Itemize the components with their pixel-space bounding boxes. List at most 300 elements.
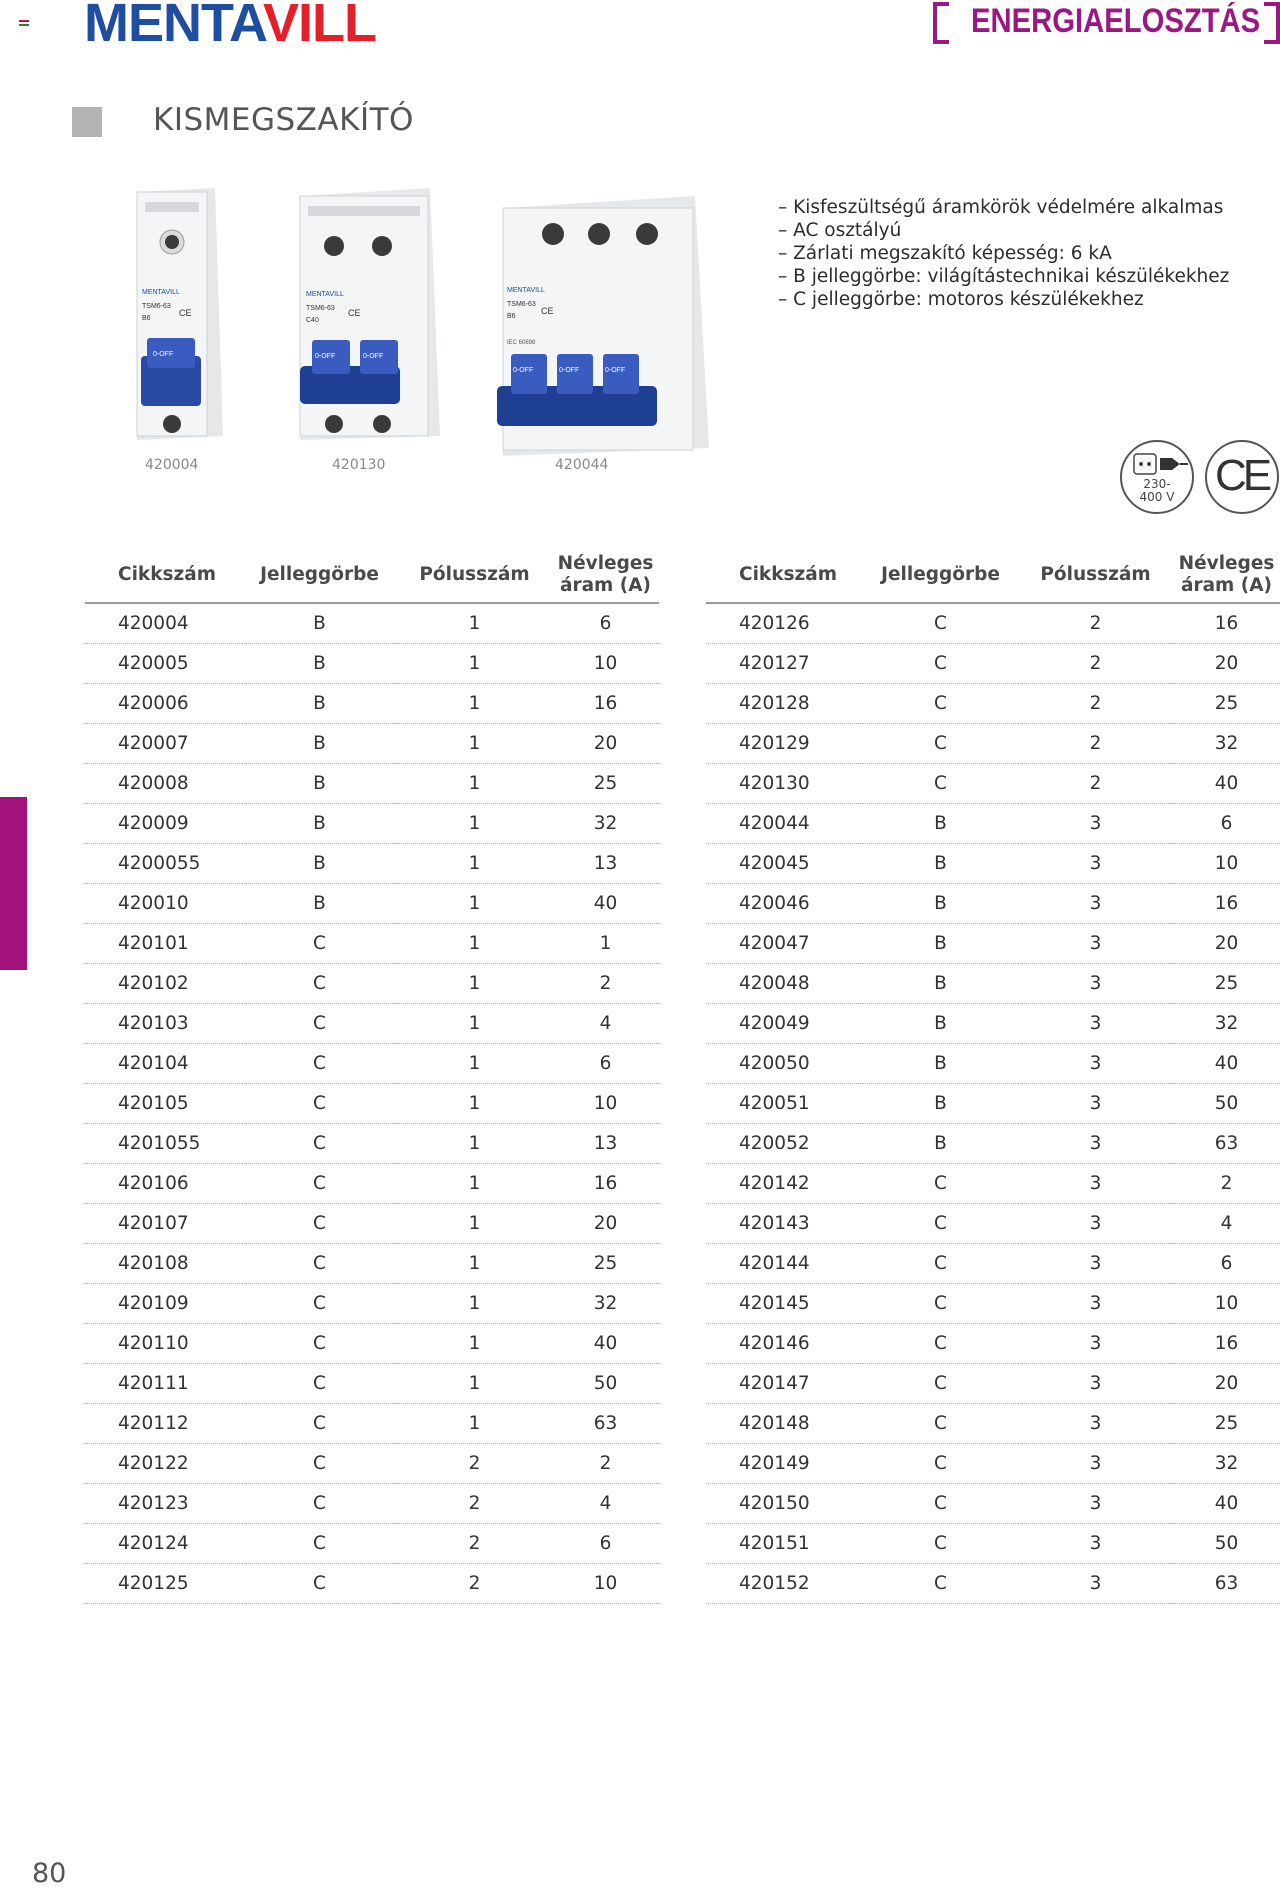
header-curve: Jelleggörbe xyxy=(242,548,397,603)
cell-code: 420124 xyxy=(85,1524,242,1564)
table-row xyxy=(706,764,1280,804)
cell-code: 420130 xyxy=(706,764,863,804)
cell-rated-current: 50 xyxy=(1173,1084,1280,1124)
cell-curve: C xyxy=(242,1564,397,1604)
cell-curve: C xyxy=(242,1004,397,1044)
cell-curve: B xyxy=(863,924,1018,964)
cell-code: 420052 xyxy=(706,1124,863,1164)
cell-curve: C xyxy=(863,1364,1018,1404)
product-image-3pole xyxy=(495,196,717,458)
cell-poles: 2 xyxy=(1018,603,1173,644)
cell-poles: 2 xyxy=(1018,644,1173,684)
cell-rated-current: 6 xyxy=(552,603,659,644)
cell-rated-current: 20 xyxy=(552,724,659,764)
cell-code: 420047 xyxy=(706,924,863,964)
cell-code: 420009 xyxy=(85,804,242,844)
cell-poles: 2 xyxy=(397,1444,552,1484)
cell-poles: 1 xyxy=(397,1404,552,1444)
cell-rated-current: 2 xyxy=(552,964,659,1004)
cell-curve: C xyxy=(863,724,1018,764)
table-row xyxy=(85,1524,659,1564)
header-rated-line2: áram (A) xyxy=(559,575,652,596)
cell-curve: C xyxy=(863,1204,1018,1244)
table-row xyxy=(706,1524,1280,1564)
cell-rated-current: 16 xyxy=(1173,884,1280,924)
cell-rated-current: 16 xyxy=(1173,1324,1280,1364)
table-row xyxy=(85,1324,659,1364)
table-row xyxy=(85,804,659,844)
bracket-left xyxy=(933,2,949,44)
header-code: Cikkszám xyxy=(706,548,863,603)
table-row xyxy=(706,603,1280,644)
cell-code: 420044 xyxy=(706,804,863,844)
table-row xyxy=(706,1004,1280,1044)
cell-rated-current: 40 xyxy=(1173,764,1280,804)
cell-code: 420108 xyxy=(85,1244,242,1284)
cell-rated-current: 16 xyxy=(552,1164,659,1204)
cell-poles: 3 xyxy=(1018,1524,1173,1564)
category-title: ENERGIAELOSZTÁS xyxy=(971,2,1261,40)
table-row xyxy=(85,924,659,964)
cell-curve: C xyxy=(863,764,1018,804)
voltage-line-2: 400 V xyxy=(1139,490,1175,504)
table-row xyxy=(706,1564,1280,1604)
table-row xyxy=(706,1484,1280,1524)
header-rated-line2: áram (A) xyxy=(1180,575,1273,596)
cell-rated-current: 50 xyxy=(552,1364,659,1404)
cell-rated-current: 25 xyxy=(1173,964,1280,1004)
cell-rated-current: 63 xyxy=(552,1404,659,1444)
feature-item: – AC osztályú xyxy=(778,220,902,241)
product-brand-label-3p: MENTAVILL xyxy=(507,287,545,294)
table-row xyxy=(85,1164,659,1204)
cell-code: 420146 xyxy=(706,1324,863,1364)
cell-code: 420109 xyxy=(85,1284,242,1324)
header-poles: Pólusszám xyxy=(397,548,552,603)
cell-poles: 1 xyxy=(397,1204,552,1244)
cell-poles: 2 xyxy=(1018,724,1173,764)
cell-poles: 1 xyxy=(397,1004,552,1044)
product-ce-1p: CE xyxy=(179,308,192,318)
cell-code: 420008 xyxy=(85,764,242,804)
product-rating-2p: C40 xyxy=(306,317,319,324)
table-row xyxy=(85,1484,659,1524)
cell-curve: C xyxy=(242,964,397,1004)
cell-code: 420123 xyxy=(85,1484,242,1524)
cell-poles: 2 xyxy=(397,1484,552,1524)
cell-code: 420151 xyxy=(706,1524,863,1564)
cell-curve: C xyxy=(242,1164,397,1204)
table-row xyxy=(85,764,659,804)
cell-code: 420149 xyxy=(706,1444,863,1484)
table-row xyxy=(706,724,1280,764)
cell-code: 420101 xyxy=(85,924,242,964)
table-row xyxy=(706,1044,1280,1084)
feature-item: – Kisfeszültségű áramkörök védelmére alkalmas xyxy=(778,197,1224,218)
cell-rated-current: 1 xyxy=(552,924,659,964)
voltage-plug-icon xyxy=(1120,440,1194,514)
cell-code: 420103 xyxy=(85,1004,242,1044)
cell-curve: B xyxy=(863,964,1018,1004)
feature-item: – B jelleggörbe: világítástechnikai készülékekhez xyxy=(778,266,1230,287)
table-row xyxy=(85,1204,659,1244)
cell-code: 420005 xyxy=(85,644,242,684)
product-table-left xyxy=(85,548,659,1604)
cell-code: 420110 xyxy=(85,1324,242,1364)
cell-curve: B xyxy=(242,844,397,884)
cell-poles: 1 xyxy=(397,1324,552,1364)
header-poles: Pólusszám xyxy=(1018,548,1173,603)
table-row xyxy=(706,1204,1280,1244)
cell-poles: 3 xyxy=(1018,924,1173,964)
cell-rated-current: 4 xyxy=(552,1484,659,1524)
cell-curve: C xyxy=(863,1324,1018,1364)
table-row xyxy=(85,1124,659,1164)
ce-mark-text: CE xyxy=(1215,451,1269,500)
voltage-line-1: 230- xyxy=(1143,477,1171,491)
table-row xyxy=(706,804,1280,844)
cell-rated-current: 63 xyxy=(1173,1564,1280,1604)
table-row xyxy=(85,1004,659,1044)
cell-rated-current: 4 xyxy=(1173,1204,1280,1244)
cell-rated-current: 25 xyxy=(1173,684,1280,724)
product-ce-3p: CE xyxy=(541,306,554,316)
header-rated-line1: Névleges xyxy=(557,553,654,574)
cell-poles: 3 xyxy=(1018,1004,1173,1044)
product-switch-label-3p-b: 0-OFF xyxy=(559,367,580,374)
cell-rated-current: 40 xyxy=(1173,1484,1280,1524)
table-row xyxy=(706,1324,1280,1364)
section-marker xyxy=(72,107,102,137)
cell-code: 420150 xyxy=(706,1484,863,1524)
cell-rated-current: 10 xyxy=(552,1084,659,1124)
cell-rated-current: 32 xyxy=(552,804,659,844)
table-row xyxy=(706,884,1280,924)
cell-rated-current: 50 xyxy=(1173,1524,1280,1564)
cell-curve: B xyxy=(242,644,397,684)
cell-rated-current: 63 xyxy=(1173,1124,1280,1164)
cell-rated-current: 13 xyxy=(552,844,659,884)
product-rating-3p: B6 xyxy=(507,313,516,320)
cell-curve: C xyxy=(242,1124,397,1164)
cell-code: 420125 xyxy=(85,1564,242,1604)
cell-curve: C xyxy=(242,1484,397,1524)
cell-poles: 2 xyxy=(397,1564,552,1604)
cell-code: 420104 xyxy=(85,1044,242,1084)
table-row xyxy=(706,1364,1280,1404)
cell-curve: C xyxy=(863,1244,1018,1284)
category-header xyxy=(933,0,1280,40)
cell-curve: C xyxy=(863,684,1018,724)
table-row xyxy=(706,1164,1280,1204)
cell-poles: 3 xyxy=(1018,1084,1173,1124)
cell-code: 420004 xyxy=(85,603,242,644)
table-row xyxy=(85,1284,659,1324)
cell-rated-current: 25 xyxy=(1173,1404,1280,1444)
product-ce-2p: CE xyxy=(348,308,361,318)
table-row xyxy=(85,603,659,644)
table-row xyxy=(85,964,659,1004)
cell-curve: C xyxy=(863,1524,1018,1564)
cell-rated-current: 6 xyxy=(552,1524,659,1564)
cell-poles: 1 xyxy=(397,844,552,884)
cell-code: 420152 xyxy=(706,1564,863,1604)
cell-curve: C xyxy=(863,1484,1018,1524)
cell-poles: 3 xyxy=(1018,884,1173,924)
cell-curve: B xyxy=(242,724,397,764)
cell-curve: C xyxy=(242,1404,397,1444)
cell-code: 420112 xyxy=(85,1404,242,1444)
cell-poles: 3 xyxy=(1018,1044,1173,1084)
cell-poles: 3 xyxy=(1018,1204,1173,1244)
table-row xyxy=(85,1404,659,1444)
feature-item: – C jelleggörbe: motoros készülékekhez xyxy=(778,289,1144,310)
cell-code: 420105 xyxy=(85,1084,242,1124)
table-row xyxy=(85,1444,659,1484)
cell-curve: C xyxy=(242,1324,397,1364)
cell-curve: C xyxy=(863,1444,1018,1484)
cell-poles: 1 xyxy=(397,764,552,804)
feature-item: – Zárlati megszakító képesség: 6 kA xyxy=(778,243,1112,264)
cell-curve: C xyxy=(863,1164,1018,1204)
cell-poles: 3 xyxy=(1018,1244,1173,1284)
cell-poles: 3 xyxy=(1018,964,1173,1004)
cell-code: 420122 xyxy=(85,1444,242,1484)
cell-curve: B xyxy=(242,764,397,804)
cell-poles: 3 xyxy=(1018,1404,1173,1444)
cell-rated-current: 10 xyxy=(552,644,659,684)
cell-rated-current: 40 xyxy=(1173,1044,1280,1084)
cell-poles: 3 xyxy=(1018,1324,1173,1364)
table-row xyxy=(85,884,659,924)
bracket-right xyxy=(1264,2,1280,44)
cell-code: 420148 xyxy=(706,1404,863,1444)
table-row xyxy=(706,1444,1280,1484)
table-row xyxy=(706,964,1280,1004)
cell-code: 420006 xyxy=(85,684,242,724)
product-image-1pole xyxy=(115,188,227,440)
product-image-2pole xyxy=(290,188,450,440)
logo-text-menta: MENTA xyxy=(84,0,263,53)
sidebar-accent xyxy=(0,797,27,970)
cell-poles: 1 xyxy=(397,884,552,924)
table-row xyxy=(706,1124,1280,1164)
cell-poles: 3 xyxy=(1018,1484,1173,1524)
cell-poles: 1 xyxy=(397,1164,552,1204)
cell-code: 420128 xyxy=(706,684,863,724)
cell-poles: 1 xyxy=(397,1124,552,1164)
product-caption-1: 420004 xyxy=(145,457,199,473)
cell-curve: B xyxy=(863,844,1018,884)
cell-poles: 3 xyxy=(1018,1124,1173,1164)
cell-code: 420051 xyxy=(706,1084,863,1124)
cell-poles: 1 xyxy=(397,724,552,764)
table-row xyxy=(85,724,659,764)
cell-poles: 3 xyxy=(1018,1284,1173,1324)
cell-code: 420046 xyxy=(706,884,863,924)
cell-poles: 1 xyxy=(397,1084,552,1124)
cell-rated-current: 13 xyxy=(552,1124,659,1164)
product-switch-label-2p-b: 0-OFF xyxy=(363,353,384,360)
cell-code: 420142 xyxy=(706,1164,863,1204)
cell-rated-current: 10 xyxy=(1173,844,1280,884)
product-switch-label-3p-c: 0-OFF xyxy=(605,367,626,374)
cell-poles: 3 xyxy=(1018,804,1173,844)
cell-code: 420050 xyxy=(706,1044,863,1084)
header-curve: Jelleggörbe xyxy=(863,548,1018,603)
cell-rated-current: 16 xyxy=(552,684,659,724)
cell-rated-current: 16 xyxy=(1173,603,1280,644)
table-row xyxy=(85,684,659,724)
cell-rated-current: 6 xyxy=(1173,804,1280,844)
cell-rated-current: 20 xyxy=(552,1204,659,1244)
cell-curve: B xyxy=(863,884,1018,924)
cell-code: 420127 xyxy=(706,644,863,684)
product-switch-label-1p: 0-OFF xyxy=(153,351,174,358)
cell-poles: 1 xyxy=(397,684,552,724)
cell-curve: B xyxy=(863,1124,1018,1164)
cell-code: 420126 xyxy=(706,603,863,644)
logo-text-vill: VILL xyxy=(262,0,376,53)
product-switch-label-2p-a: 0-OFF xyxy=(315,353,336,360)
product-rating-1p: B6 xyxy=(142,315,151,322)
cell-curve: B xyxy=(863,804,1018,844)
header-rated-current xyxy=(1173,548,1280,603)
cell-code: 420147 xyxy=(706,1364,863,1404)
cell-poles: 1 xyxy=(397,924,552,964)
table-row xyxy=(85,844,659,884)
cell-curve: C xyxy=(242,1084,397,1124)
cell-code: 420045 xyxy=(706,844,863,884)
cell-poles: 1 xyxy=(397,1044,552,1084)
cell-code: 420007 xyxy=(85,724,242,764)
product-table-right xyxy=(706,548,1280,1604)
cell-rated-current: 2 xyxy=(552,1444,659,1484)
ce-mark-icon xyxy=(1205,440,1279,514)
table-row xyxy=(706,1404,1280,1444)
table-row xyxy=(85,1564,659,1604)
cell-rated-current: 40 xyxy=(552,1324,659,1364)
cell-rated-current: 2 xyxy=(1173,1164,1280,1204)
cell-poles: 3 xyxy=(1018,1164,1173,1204)
cell-code: 420111 xyxy=(85,1364,242,1404)
cell-rated-current: 25 xyxy=(552,764,659,804)
cell-rated-current: 6 xyxy=(552,1044,659,1084)
product-brand-label-2p: MENTAVILL xyxy=(306,291,344,298)
cell-poles: 1 xyxy=(397,1364,552,1404)
product-model-3p: TSM6-63 xyxy=(507,301,536,308)
cell-code: 420048 xyxy=(706,964,863,1004)
cell-code: 4200055 xyxy=(85,844,242,884)
product-iec-3p: IEC 60898 xyxy=(507,340,536,346)
cell-curve: C xyxy=(863,1564,1018,1604)
cell-curve: C xyxy=(863,1404,1018,1444)
table-row xyxy=(706,924,1280,964)
cell-rated-current: 32 xyxy=(552,1284,659,1324)
cell-code: 420145 xyxy=(706,1284,863,1324)
cell-curve: C xyxy=(242,1244,397,1284)
cell-code: 420143 xyxy=(706,1204,863,1244)
product-model-1p: TSM6-63 xyxy=(142,303,171,310)
cell-code: 420129 xyxy=(706,724,863,764)
cell-code: 420106 xyxy=(85,1164,242,1204)
cell-curve: B xyxy=(863,1084,1018,1124)
cell-code: 420049 xyxy=(706,1004,863,1044)
table-header-row xyxy=(85,548,659,603)
cell-curve: C xyxy=(242,1444,397,1484)
table-row xyxy=(706,1084,1280,1124)
table-row xyxy=(706,644,1280,684)
brand-logo xyxy=(84,0,376,53)
product-brand-label-1p: MENTAVILL xyxy=(142,289,180,296)
cell-code: 420102 xyxy=(85,964,242,1004)
cell-poles: 3 xyxy=(1018,844,1173,884)
table-row xyxy=(85,1364,659,1404)
cell-code: 420010 xyxy=(85,884,242,924)
cell-curve: B xyxy=(863,1044,1018,1084)
cell-poles: 1 xyxy=(397,1284,552,1324)
table-header-row xyxy=(706,548,1280,603)
cell-curve: C xyxy=(242,1524,397,1564)
cell-rated-current: 32 xyxy=(1173,1004,1280,1044)
header-rated-line1: Névleges xyxy=(1178,553,1275,574)
table-row xyxy=(85,1084,659,1124)
cell-curve: C xyxy=(242,924,397,964)
table-row xyxy=(85,1244,659,1284)
product-caption-2: 420130 xyxy=(332,457,386,473)
cell-poles: 1 xyxy=(397,804,552,844)
section-title: KISMEGSZAKÍTÓ xyxy=(153,102,414,138)
language-flag-icon xyxy=(19,20,29,26)
cell-curve: B xyxy=(242,684,397,724)
cell-rated-current: 40 xyxy=(552,884,659,924)
cell-poles: 1 xyxy=(397,1244,552,1284)
feature-list xyxy=(778,196,1229,311)
header-code: Cikkszám xyxy=(85,548,242,603)
cell-poles: 2 xyxy=(1018,764,1173,804)
cell-poles: 2 xyxy=(1018,684,1173,724)
table-row xyxy=(85,644,659,684)
cell-poles: 1 xyxy=(397,964,552,1004)
cell-poles: 3 xyxy=(1018,1364,1173,1404)
table-row xyxy=(706,1244,1280,1284)
table-row xyxy=(706,1284,1280,1324)
cell-curve: B xyxy=(863,1004,1018,1044)
cell-curve: C xyxy=(242,1364,397,1404)
cell-curve: C xyxy=(863,644,1018,684)
cell-curve: C xyxy=(242,1204,397,1244)
cell-curve: C xyxy=(242,1044,397,1084)
cell-rated-current: 20 xyxy=(1173,1364,1280,1404)
table-row xyxy=(706,684,1280,724)
cell-curve: C xyxy=(863,603,1018,644)
cell-curve: C xyxy=(242,1284,397,1324)
cell-rated-current: 20 xyxy=(1173,924,1280,964)
cell-rated-current: 25 xyxy=(552,1244,659,1284)
cell-curve: B xyxy=(242,603,397,644)
table-row xyxy=(706,844,1280,884)
cell-curve: C xyxy=(863,1284,1018,1324)
cell-rated-current: 6 xyxy=(1173,1244,1280,1284)
cell-rated-current: 10 xyxy=(1173,1284,1280,1324)
cell-rated-current: 32 xyxy=(1173,724,1280,764)
page-number: 80 xyxy=(32,1858,67,1889)
cell-curve: B xyxy=(242,884,397,924)
cell-poles: 1 xyxy=(397,644,552,684)
cell-code: 420144 xyxy=(706,1244,863,1284)
cell-code: 420107 xyxy=(85,1204,242,1244)
cell-rated-current: 32 xyxy=(1173,1444,1280,1484)
